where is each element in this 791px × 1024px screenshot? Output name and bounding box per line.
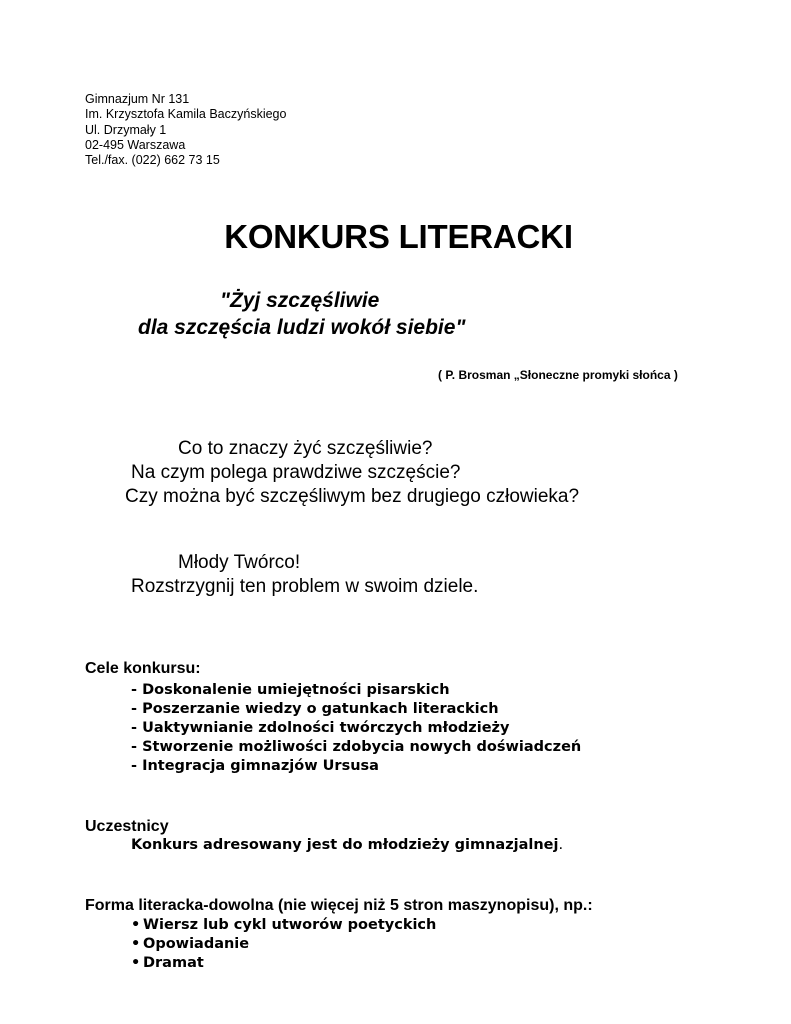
goal-item: - Poszerzanie wiedzy o gatunkach literackich [131,701,499,717]
form-item [131,954,436,973]
goals-heading: Cele konkursu: [85,660,201,677]
participants-period: . [558,837,564,853]
form-item-label: Wiersz lub cykl utworów poetyckich [143,917,437,933]
participants-heading: Uczestnicy [85,818,169,835]
form-item [131,916,436,935]
appeal-line-2: Rozstrzygnij ten problem w swoim dziele. [131,576,479,597]
goal-item: - Doskonalenie umiejętności pisarskich [131,682,450,698]
address-line: Ul. Drzymały 1 [85,122,167,137]
bullet-icon: • [131,936,141,952]
address-line: Gimnazjum Nr 131 [85,92,190,106]
address-line: Im. Krzysztofa Kamila Baczyńskiego [85,107,287,122]
participants-text [131,837,563,853]
appeal-line-1: Młody Twórco! [178,552,301,573]
question-3: Czy można być szczęśliwym bez drugiego człowieka? [125,486,580,507]
motto-attribution: ( P. Brosman „Słoneczne promyki słońca ) [438,368,678,382]
page-title: KONKURS LITERACKI [224,218,573,255]
participants-sentence: Konkurs adresowany jest do młodzieży gimnazjalnej [131,837,559,853]
question-2: Na czym polega prawdziwe szczęście? [131,462,461,483]
goals-list [131,681,581,776]
form-item-label: Dramat [143,955,204,971]
goal-item: - Stworzenie możliwości zdobycia nowych doświadczeń [131,739,582,755]
bullet-icon: • [131,917,141,933]
bullet-icon: • [131,955,141,971]
address-line: Tel./fax. (022) 662 73 15 [85,153,220,168]
motto-line-1: "Żyj szczęśliwie [220,289,380,312]
goal-item: - Uaktywnianie zdolności twórczych młodzieży [131,720,510,736]
question-1: Co to znaczy żyć szczęśliwie? [178,438,433,459]
address-line: 02-495 Warszawa [85,137,186,152]
goal-item: - Integracja gimnazjów Ursusa [131,758,379,774]
form-item [131,935,436,954]
form-list [131,916,436,973]
motto-line-2: dla szczęścia ludzi wokół siebie" [138,316,466,339]
form-item-label: Opowiadanie [143,936,250,952]
school-address [85,92,286,168]
form-heading: Forma literacka-dowolna (nie więcej niż 5 stron maszynopisu), np.: [85,897,593,914]
